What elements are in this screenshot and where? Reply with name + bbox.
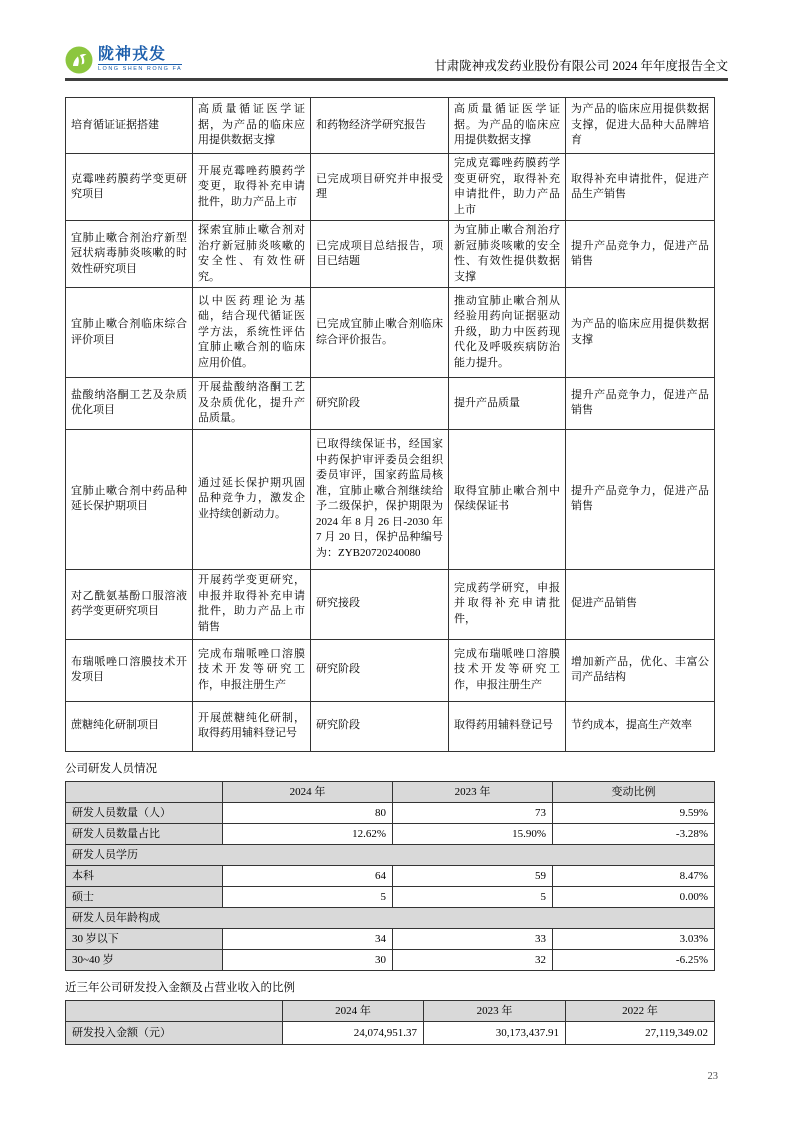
project-impact: 提升产品竞争力，促进产品销售 xyxy=(566,378,715,430)
project-purpose: 以中医药理论为基础，结合现代循证医学方法，系统性评估宜肺止嗽合剂的临床应用价值。 xyxy=(193,288,311,378)
table-section-row xyxy=(66,907,715,928)
project-progress: 已完成项目总结报告，项目已结题 xyxy=(311,221,449,288)
project-purpose: 开展克霉唑药膜药学变更，取得补充申请批件，助力产品上市 xyxy=(193,154,311,221)
document-title: 甘肃陇神戎发药业股份有限公司 2024 年年度报告全文 xyxy=(434,59,728,73)
table-header-row xyxy=(66,781,715,802)
project-progress: 研究阶段 xyxy=(311,378,449,430)
table-row xyxy=(66,288,715,378)
project-name: 对乙酰氨基酚口服溶液药学变更研究项目 xyxy=(66,569,193,639)
value-change: 8.47% xyxy=(553,865,715,886)
project-goal: 完成药学研究，申报并取得补充申请批件， xyxy=(449,569,566,639)
project-name: 宜肺止嗽合剂中药品种延长保护期项目 xyxy=(66,429,193,569)
project-progress: 研究阶段 xyxy=(311,701,449,751)
rd-projects-table xyxy=(65,97,715,752)
project-impact: 取得补充申请批件，促进产品生产销售 xyxy=(566,154,715,221)
header-cell-blank xyxy=(66,1000,283,1021)
value-2023: 33 xyxy=(393,928,553,949)
value-2023: 32 xyxy=(393,949,553,970)
page-header xyxy=(65,44,728,75)
header-cell-2022: 2022 年 xyxy=(566,1000,715,1021)
value-2024: 12.62% xyxy=(223,823,393,844)
table-row xyxy=(66,1021,715,1044)
table-row xyxy=(66,928,715,949)
header-cell-change: 变动比例 xyxy=(553,781,715,802)
table-row xyxy=(66,378,715,430)
project-goal: 完成克霉唑药膜药学变更研究，取得补充申请批件，助力产品上市 xyxy=(449,154,566,221)
row-label: 研发投入金额（元） xyxy=(66,1021,283,1044)
project-progress: 研究接段 xyxy=(311,569,449,639)
row-label: 研发人员数量占比 xyxy=(66,823,223,844)
header-cell-2024: 2024 年 xyxy=(223,781,393,802)
project-goal: 取得药用辅料登记号 xyxy=(449,701,566,751)
table-row xyxy=(66,221,715,288)
table-row xyxy=(66,429,715,569)
table-row xyxy=(66,98,715,154)
logo-text-en: LONG SHEN RONG FA xyxy=(98,65,183,72)
value-2024: 64 xyxy=(223,865,393,886)
project-name: 宜肺止嗽合剂治疗新型冠状病毒肺炎咳嗽的时效性研究项目 xyxy=(66,221,193,288)
project-name: 宜肺止嗽合剂临床综合评价项目 xyxy=(66,288,193,378)
value-change: 9.59% xyxy=(553,802,715,823)
project-progress: 和药物经济学研究报告 xyxy=(311,98,449,154)
project-impact: 促进产品销售 xyxy=(566,569,715,639)
project-impact: 节约成本，提高生产效率 xyxy=(566,701,715,751)
project-impact: 提升产品竞争力，促进产品销售 xyxy=(566,429,715,569)
project-goal: 推动宜肺止嗽合剂从经验用药向证据驱动升级，助力中医药现代化及呼吸疾病防治能力提升。 xyxy=(449,288,566,378)
value-2024: 24,074,951.37 xyxy=(283,1021,424,1044)
project-purpose: 开展盐酸纳洛酮工艺及杂质优化，提升产品质量。 xyxy=(193,378,311,430)
value-change: 3.03% xyxy=(553,928,715,949)
value-2023: 15.90% xyxy=(393,823,553,844)
value-change: -3.28% xyxy=(553,823,715,844)
row-label: 本科 xyxy=(66,865,223,886)
value-2023: 30,173,437.91 xyxy=(424,1021,566,1044)
header-cell-blank xyxy=(66,781,223,802)
project-purpose: 开展蔗糖纯化研制，取得药用辅料登记号 xyxy=(193,701,311,751)
table-row xyxy=(66,802,715,823)
header-cell-2024: 2024 年 xyxy=(283,1000,424,1021)
value-2023: 73 xyxy=(393,802,553,823)
value-2024: 5 xyxy=(223,886,393,907)
rd-personnel-table xyxy=(65,781,715,971)
table-row xyxy=(66,569,715,639)
table-row xyxy=(66,639,715,701)
value-2023: 5 xyxy=(393,886,553,907)
project-name: 盐酸纳洛酮工艺及杂质优化项目 xyxy=(66,378,193,430)
project-name: 布瑞哌唑口溶膜技术开发项目 xyxy=(66,639,193,701)
value-2022: 27,119,349.02 xyxy=(566,1021,715,1044)
table-section-row xyxy=(66,844,715,865)
header-cell-2023: 2023 年 xyxy=(424,1000,566,1021)
project-goal: 提升产品质量 xyxy=(449,378,566,430)
project-goal: 完成布瑞哌唑口溶膜技术开发等研究工作，申报注册生产 xyxy=(449,639,566,701)
header-cell-2023: 2023 年 xyxy=(393,781,553,802)
value-2024: 80 xyxy=(223,802,393,823)
table-row xyxy=(66,823,715,844)
rd-investment-table xyxy=(65,1000,715,1045)
logo-icon xyxy=(65,46,93,74)
value-2023: 59 xyxy=(393,865,553,886)
row-label: 30~40 岁 xyxy=(66,949,223,970)
value-change: 0.00% xyxy=(553,886,715,907)
section-row-label: 研发人员年龄构成 xyxy=(66,907,715,928)
page-number: 23 xyxy=(707,1070,718,1082)
company-logo xyxy=(65,46,182,74)
value-2024: 30 xyxy=(223,949,393,970)
section-row-label: 研发人员学历 xyxy=(66,844,715,865)
project-impact: 为产品的临床应用提供数据支撑，促进大品种大品牌培育 xyxy=(566,98,715,154)
project-impact: 提升产品竞争力，促进产品销售 xyxy=(566,221,715,288)
header-divider xyxy=(65,78,728,81)
project-progress: 已完成项目研究并申报受理 xyxy=(311,154,449,221)
project-impact: 增加新产品，优化、丰富公司产品结构 xyxy=(566,639,715,701)
project-purpose: 开展药学变更研究，申报并取得补充申请批件，助力产品上市销售 xyxy=(193,569,311,639)
project-name: 蔗糖纯化研制项目 xyxy=(66,701,193,751)
project-impact: 为产品的临床应用提供数据支撑 xyxy=(566,288,715,378)
table-row xyxy=(66,886,715,907)
project-goal: 为宜肺止嗽合剂治疗新冠肺炎咳嗽的安全性、有效性提供数据支撑 xyxy=(449,221,566,288)
project-purpose: 探索宜肺止嗽合剂对治疗新冠肺炎咳嗽的安全性、有效性研究。 xyxy=(193,221,311,288)
table-row xyxy=(66,949,715,970)
project-purpose: 完成布瑞哌唑口溶膜技术开发等研究工作，申报注册生产 xyxy=(193,639,311,701)
value-2024: 34 xyxy=(223,928,393,949)
project-progress: 已取得续保证书，经国家中药保护审评委员会组织委员审评，国家药监局核准，宜肺止嗽合剂继续给予二级保护，保护期限为 2024 年 8 月 26 日-2030 年 7 月 20 日，保护品种编号为：ZYB20720240080 xyxy=(311,429,449,569)
project-goal: 高质量循证医学证据。为产品的临床应用提供数据支撑 xyxy=(449,98,566,154)
investment-section-heading: 近三年公司研发投入金额及占营业收入的比例 xyxy=(65,981,295,994)
project-purpose: 通过延长保护期巩固品种竞争力，激发企业持续创新动力。 xyxy=(193,429,311,569)
project-progress: 已完成宜肺止嗽合剂临床综合评价报告。 xyxy=(311,288,449,378)
logo-text xyxy=(98,47,182,73)
project-progress: 研究阶段 xyxy=(311,639,449,701)
project-name: 培育循证证据搭建 xyxy=(66,98,193,154)
personnel-section-heading: 公司研发人员情况 xyxy=(65,762,157,775)
row-label: 硕士 xyxy=(66,886,223,907)
table-row xyxy=(66,865,715,886)
project-purpose: 高质量循证医学证据，为产品的临床应用提供数据支撑 xyxy=(193,98,311,154)
row-label: 研发人员数量（人） xyxy=(66,802,223,823)
row-label: 30 岁以下 xyxy=(66,928,223,949)
project-name: 克霉唑药膜药学变更研究项目 xyxy=(66,154,193,221)
logo-text-cn: 陇神戎发 xyxy=(98,45,167,63)
project-goal: 取得宜肺止嗽合剂中保续保证书 xyxy=(449,429,566,569)
table-row xyxy=(66,701,715,751)
table-header-row xyxy=(66,1000,715,1021)
table-row xyxy=(66,154,715,221)
value-change: -6.25% xyxy=(553,949,715,970)
